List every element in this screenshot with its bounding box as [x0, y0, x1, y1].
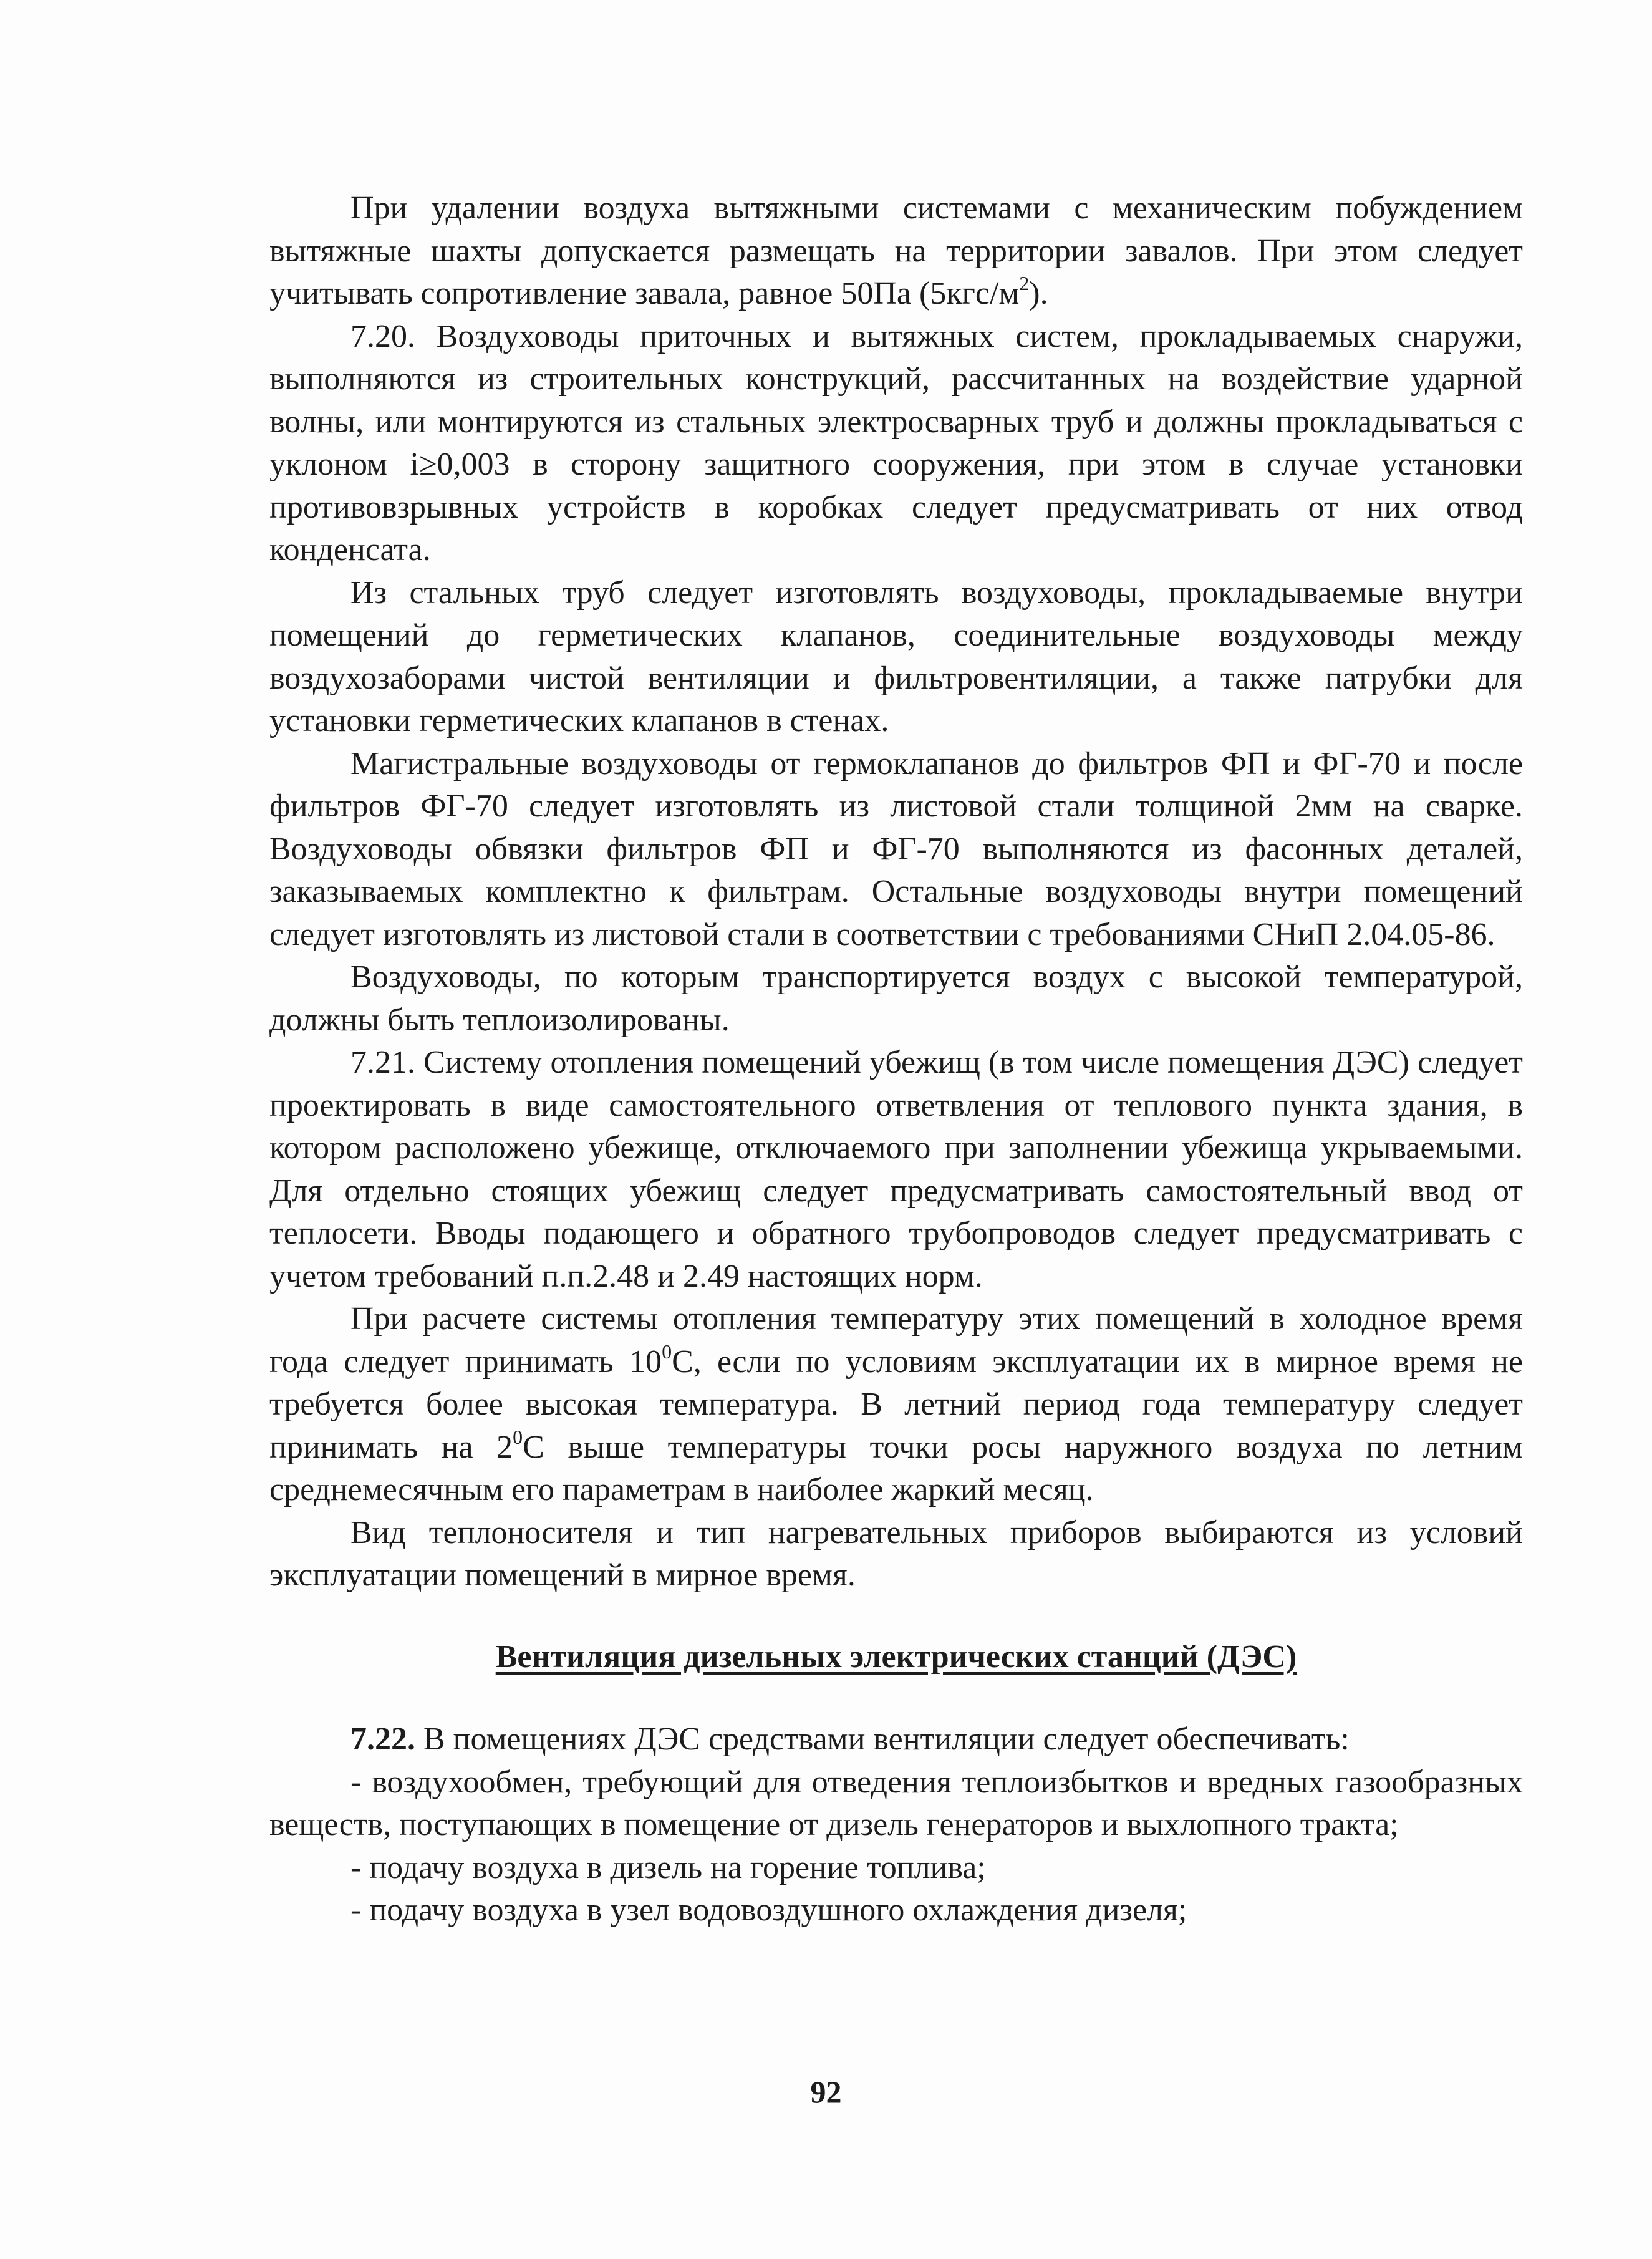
- paragraph-main-ducts: Магистральные воздуховоды от гермоклапанов до фильтров ФП и ФГ-70 и после фильтров ФГ-70 следует изготовлять из листовой стали толщиной 2мм на сварке. Воздуховоды обвязки фильтров ФП и ФГ-70 выполняются из фасонных деталей, заказываемых комплектно к фильтрам. Остальные воздуховоды внутри помещений следует изготовлять из листовой стали в соответствии с требованиями СНиП 2.04.05-86.: [269, 745, 1523, 952]
- clause-number: 7.20.: [350, 318, 415, 354]
- paragraph-heat-carrier: Вид теплоносителя и тип нагревательных приборов выбираются из условий эксплуатации помещений в мирное время.: [269, 1514, 1523, 1593]
- paragraph-text-a: При расчете системы отопления температуру этих помещений в холодное время года следует принимать 10: [269, 1301, 1523, 1380]
- paragraph-text: При удалении воздуха вытяжными системами с механическим побуждением вытяжные шахты допускается размещать на территории завалов. При этом следует учитывать сопротивление завала, равное 50Па (5кгс/м: [269, 190, 1523, 311]
- paragraph-7-20: [269, 316, 1523, 572]
- section-heading: Вентиляция дизельных электрических станций (ДЭС): [495, 1638, 1297, 1675]
- paragraph-text: Систему отопления помещений убежищ (в том числе помещения ДЭС) следует проектировать в виде самостоятельного ответвления от теплового пункта здания, в котором расположено убежище, отключаемого при заполнении убежища укрываемыми. Для отдельно стоящих убежищ следует предусматривать самостоятельный ввод от теплосети. Вводы подающего и обратного трубопроводов следует предусматривать с учетом требований п.п.2.48 и 2.49 настоящих норм.: [269, 1045, 1523, 1294]
- paragraph-steel-pipes: Из стальных труб следует изготовлять воздуховоды, прокладываемые внутри помещений до герметических клапанов, соединительные воздуховоды между воздухозаборами чистой вентиляции и фильтровентиляции, а также патрубки для установки герметических клапанов в стенах.: [269, 574, 1523, 738]
- paragraph-heating-temperature: [269, 1298, 1523, 1512]
- paragraph-insulated-ducts: Воздуховоды, по которым транспортируется воздух с высокой температурой, должны быть теплоизолированы.: [269, 959, 1523, 1038]
- list-item-combustion-air: - подачу воздуха в дизель на горение топлива;: [350, 1849, 986, 1885]
- list-item-air-exchange: - воздухообмен, требующий для отведения теплоизбытков и вредных газообразных веществ, поступающих в помещение от дизель генераторов и выхлопного тракта;: [269, 1764, 1523, 1842]
- paragraph-text: Воздуховоды приточных и вытяжных систем, прокладываемых снаружи, выполняются из строительных конструкций, рассчитанных на воздействие ударной волны, или монтируются из стальных электросварных труб и должны прокладываться с уклоном i≥0,003 в сторону защитного сооружения, при этом в случае установки противовзрывных устройств в коробках следует предусматривать от них отвод конденсата.: [269, 318, 1523, 568]
- paragraph-7-22: [269, 1718, 1523, 1761]
- page-number: 92: [810, 2074, 842, 2109]
- paragraph-7-21: [269, 1042, 1523, 1298]
- paragraph-shaft-placement: [269, 187, 1523, 316]
- document-body: [269, 187, 1523, 1932]
- paragraph-text-end: ).: [1029, 276, 1048, 311]
- clause-number: 7.21.: [350, 1045, 415, 1080]
- superscript: 2: [1019, 272, 1030, 294]
- paragraph-text-c: С выше температуры точки росы наружного воздуха по летним среднемесячным его параметрам в наиболее жаркий месяц.: [269, 1429, 1523, 1507]
- paragraph-text: В помещениях ДЭС средствами вентиляции следует обеспечивать:: [415, 1721, 1350, 1757]
- list-item-cooling-air: - подачу воздуха в узел водовоздушного охлаждения дизеля;: [350, 1892, 1187, 1928]
- superscript-degree: 0: [513, 1425, 523, 1448]
- paragraph-text-b: С, если по условиям эксплуатации их в мирное время не требуется более высокая температура. В летний период года температуру следует принимать на 2: [269, 1343, 1524, 1465]
- clause-number: 7.22.: [350, 1721, 415, 1757]
- superscript-degree: 0: [662, 1340, 672, 1363]
